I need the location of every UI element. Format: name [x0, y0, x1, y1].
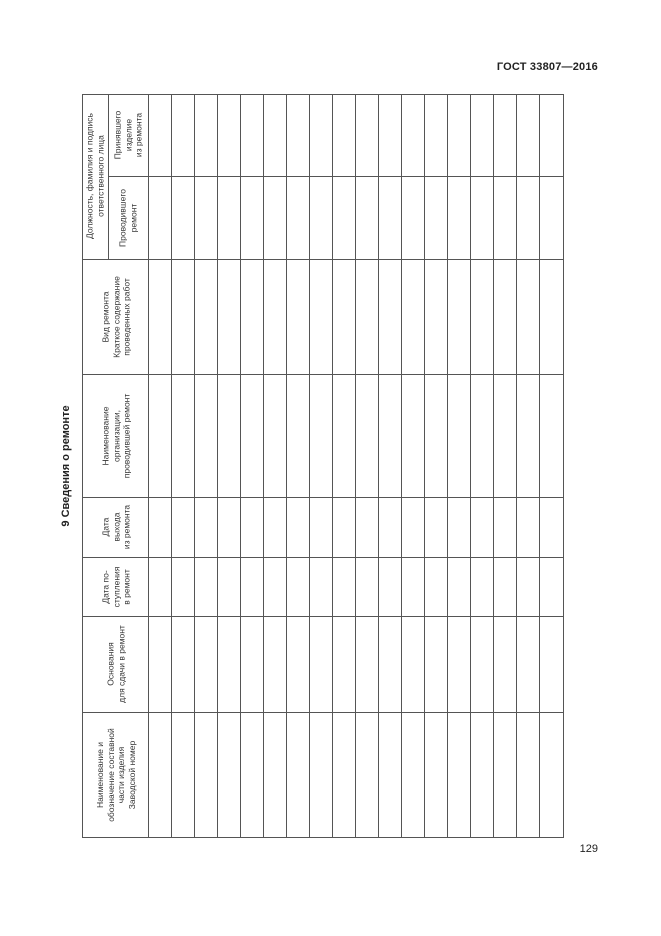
header-organization-label: Наименование организации, проводившей ремонт — [100, 393, 132, 479]
row-line — [493, 94, 494, 838]
grid-line-performed-accepted — [149, 176, 564, 177]
row-line — [309, 94, 310, 838]
standard-designation: ГОСТ 33807—2016 — [496, 61, 598, 73]
row-line — [194, 94, 195, 838]
header-divider-kind-responsible — [82, 259, 149, 260]
row-line — [171, 94, 172, 838]
row-line — [539, 94, 540, 838]
header-name-label: Наименование и обозначение составной части изделия Заводской номер — [95, 728, 137, 822]
grid-line-org-kind — [149, 374, 564, 375]
row-line — [240, 94, 241, 838]
row-line — [286, 94, 287, 838]
header-accepted-label: Принявшего изделие из ремонта — [112, 110, 144, 160]
table-border-left — [82, 94, 83, 838]
section-title-text: 9 Сведения о ремонте — [60, 405, 72, 527]
table-border-right — [563, 94, 564, 838]
page-number: 129 — [579, 843, 598, 855]
row-line — [355, 94, 356, 838]
row-line — [378, 94, 379, 838]
header-responsible-label: Должность, фамилия и подпись ответственного лица — [84, 113, 105, 239]
row-line — [401, 94, 402, 838]
grid-line-basis-datein — [149, 616, 564, 617]
grid-line-kind-responsible — [149, 259, 564, 260]
table-border-top — [82, 94, 564, 95]
header-divider-basis-datein — [82, 616, 149, 617]
header-separator — [148, 94, 149, 838]
row-line — [332, 94, 333, 838]
repair-records-table — [82, 94, 564, 838]
grid-line-dateout-org — [149, 497, 564, 498]
row-line — [217, 94, 218, 838]
header-divider-dateout-org — [82, 497, 149, 498]
header-divider-datein-dateout — [82, 557, 149, 558]
row-line — [447, 94, 448, 838]
header-divider-org-kind — [82, 374, 149, 375]
header-divider-performed-accepted — [108, 176, 149, 177]
header-date-in-label: Дата по- ступления в ремонт — [100, 566, 132, 608]
table-border-bottom — [82, 837, 564, 838]
row-line — [424, 94, 425, 838]
header-divider-name-basis — [82, 712, 149, 713]
row-line — [263, 94, 264, 838]
header-repair-kind-label: Вид ремонта Краткое содержание проведенных работ — [100, 276, 132, 358]
grid-line-datein-dateout — [149, 557, 564, 558]
header-date-out-label: Дата выхода из ремонта — [100, 504, 132, 550]
grid-line-name-basis — [149, 712, 564, 713]
header-performed-label: Проводившего ремонт — [117, 189, 138, 247]
row-line — [516, 94, 517, 838]
header-basis-label: Основания для сдачи в ремонт — [105, 625, 126, 703]
row-line — [470, 94, 471, 838]
